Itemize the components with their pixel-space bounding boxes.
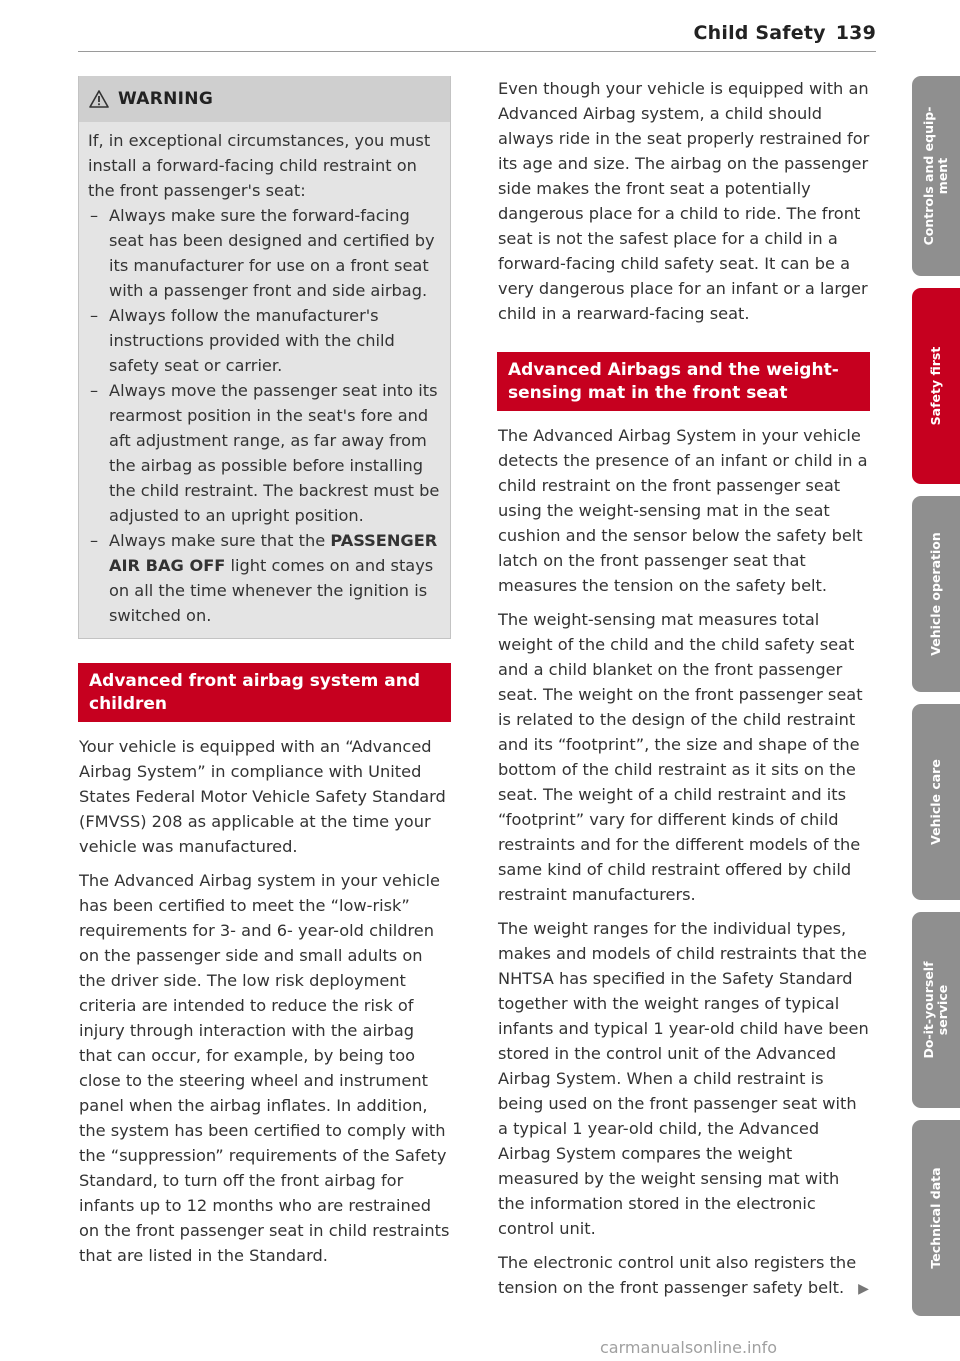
warning-body [79, 122, 450, 628]
warning-item: – Always follow the manufacturer's instructions provided with the child safety seat or carrier. [88, 303, 440, 378]
warning-item-text: Always make sure that the [109, 531, 331, 550]
footer-watermark: carmanualsonline.info [600, 1338, 778, 1357]
continue-arrow-icon: ▶ [858, 1281, 869, 1297]
warning-intro: If, in exceptional circumstances, you must install a forward-facing child restraint on the front passenger's seat: [88, 131, 431, 200]
tab-label: Controls and equip- ment [921, 106, 950, 246]
body-paragraph: The Advanced Airbag system in your vehicle has been certified to meet the “low-risk” requirements for 3- and 6- year-old children on the passenger side and small adults on the driver side. The low risk deployment criteria are intended to reduce the risk of injury through interaction with the airbag that can occur, for example, by being too close to the steering wheel and instrument panel when the airbag inflates. In addition, the system has been certified to comply with the “suppression” requirements of the Safety Standard, to turn off the front airbag for infants up to 12 months who are restrained on the front passenger seat in child restraints that are listed in the Standard. [79, 871, 450, 1265]
tab-label: Do-it-yourself service [921, 961, 950, 1059]
body-paragraph: The weight-sensing mat measures total weight of the child and the child safety seat and a child blanket on the front passenger seat. The weight on the front passenger seat is related to the design of the child restraint and its “footprint”, the size and shape of the bottom of the child restraint as it sits on the seat. The weight of a child restraint and its “footprint” vary for different kinds of child restraints and for the different models of the same kind of child restraint offered by child restraint manufacturers. [498, 610, 863, 904]
warning-item [88, 528, 440, 628]
header-rule [78, 51, 876, 52]
tab-do-it-yourself-service[interactable] [912, 912, 960, 1108]
warning-list [88, 203, 440, 628]
warning-triangle-icon [89, 90, 109, 108]
warning-title: WARNING [118, 88, 214, 109]
tab-label: Safety first [928, 346, 943, 426]
warning-light-name: PASSENGER AIR BAG OFF [109, 531, 438, 575]
section-heading: Advanced Airbags and the weight-sensing mat in the front seat [497, 352, 870, 411]
tab-vehicle-operation[interactable] [912, 496, 960, 692]
left-column [78, 76, 451, 1277]
body-paragraph: The Advanced Airbag System in your vehicle detects the presence of an infant or child in a child restraint on the front passenger seat using the weight-sensing mat in the seat cushion and the sensor below the safety belt latch on the front passenger seat that measures the tension on the safety belt. [498, 426, 868, 595]
tab-technical-data[interactable] [912, 1120, 960, 1316]
tab-controls-and-equipment[interactable] [912, 76, 960, 276]
tab-label: Vehicle care [928, 759, 943, 845]
page-number: 139 [835, 22, 876, 44]
warning-item-text: light comes on and stays on all the time whenever the ignition is switched on. [109, 556, 434, 625]
body-paragraph [498, 1250, 870, 1302]
tab-vehicle-care[interactable] [912, 704, 960, 900]
body-paragraph: Your vehicle is equipped with an “Advanced Airbag System” in compliance with United States Federal Motor Vehicle Safety Standard (FMVSS) 208 as applicable at the time your vehicle was manufactured. [79, 737, 446, 856]
section-heading: Advanced front airbag system and children [78, 663, 451, 722]
right-column [497, 76, 870, 1311]
body-paragraph: The weight ranges for the individual types, makes and models of child restraints that the NHTSA has specified in the Safety Standard together with the weight ranges of typical infants and typical 1 year-old child have been stored in the control unit of the Advanced Airbag System. When a child restraint is being used on the front passenger seat with a typical 1 year-old child, the Advanced Airbag System compares the weight measured by the weight sensing mat with the information stored in the electronic control unit. [498, 919, 869, 1238]
body-paragraph: Even though your vehicle is equipped with an Advanced Airbag system, a child should always ride in the seat properly restrained for its age and size. The airbag on the passenger side makes the front seat a potentially dangerous place for a child to ride. The front seat is not the safest place for a child in a forward-facing child safety seat. It can be a very dangerous place for an infant or a larger child in a rearward-facing seat. [498, 79, 870, 323]
warning-title-bar [79, 76, 450, 122]
tab-safety-first[interactable] [912, 288, 960, 484]
tab-label: Technical data [928, 1167, 943, 1269]
warning-item: – Always make sure the forward-facing seat has been designed and certified by its manufacturer for use on a front seat with a passenger front and side airbag. [88, 203, 440, 303]
warning-box [78, 76, 451, 639]
warning-item: – Always move the passenger seat into its rearmost position in the seat's fore and aft adjustment range, as far away from the airbag as possible before installing the child restraint. The backrest must be adjusted to an upright position. [88, 378, 440, 528]
chapter-title: Child Safety [693, 22, 826, 44]
tab-label: Vehicle operation [928, 532, 943, 656]
page-header [693, 22, 876, 44]
last-paragraph-text: The electronic control unit also registers the tension on the front passenger safety belt. [498, 1253, 857, 1297]
